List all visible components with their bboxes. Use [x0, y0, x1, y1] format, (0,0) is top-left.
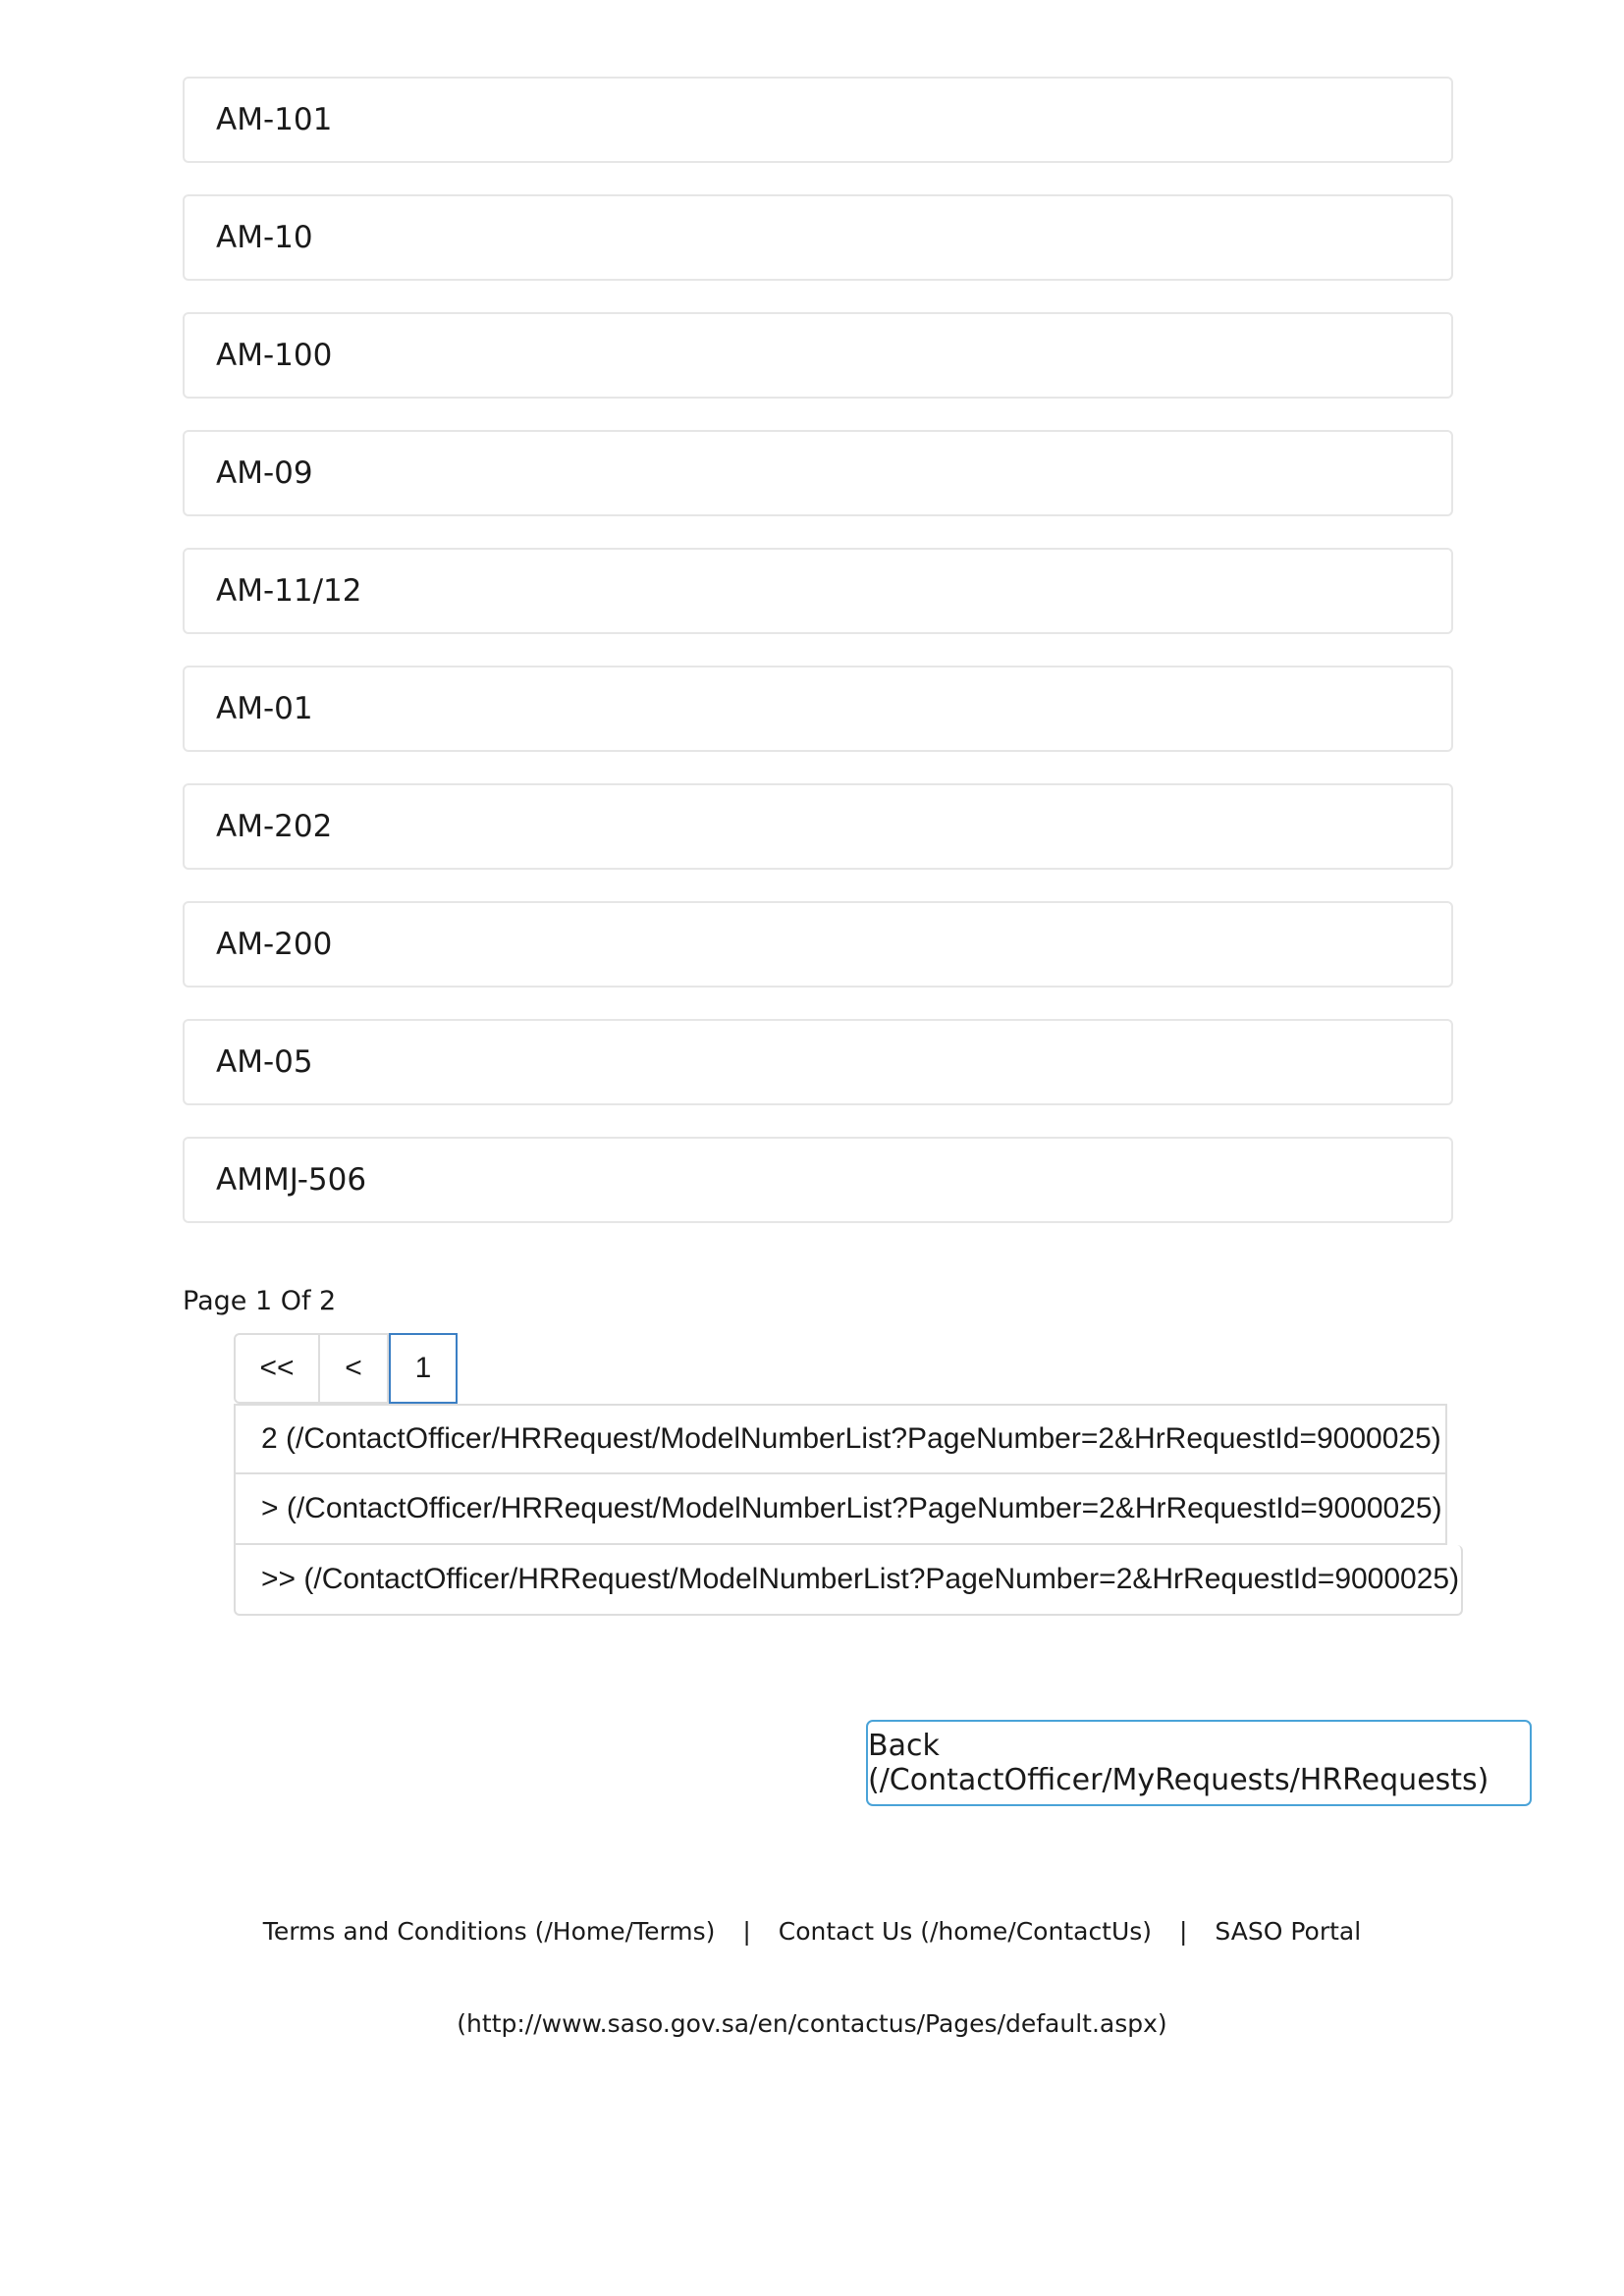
previous-page-button[interactable]: <: [320, 1333, 389, 1404]
model-number: AM-05: [216, 1044, 313, 1080]
model-number: AM-202: [216, 809, 333, 844]
page-info: Page 1 Of 2: [183, 1286, 337, 1316]
model-number: AM-01: [216, 691, 313, 726]
pagination: [234, 1333, 1463, 1616]
model-number: AM-09: [216, 455, 313, 491]
list-item[interactable]: [183, 783, 1453, 870]
list-item[interactable]: [183, 901, 1453, 988]
page-2-link[interactable]: 2 (/ContactOfficer/HRRequest/ModelNumberList?PageNumber=2&HrRequestId=9000025): [234, 1404, 1447, 1474]
footer-separator: |: [1179, 1917, 1188, 1946]
list-item[interactable]: [183, 430, 1453, 516]
model-number: AM-200: [216, 927, 333, 962]
pagination-controls: [234, 1333, 1463, 1404]
footer-links: [0, 1917, 1624, 1946]
model-number: AMMJ-506: [216, 1162, 367, 1198]
saso-portal-url[interactable]: (http://www.saso.gov.sa/en/contactus/Pages/default.aspx): [457, 2009, 1167, 2038]
back-button[interactable]: Back (/ContactOfficer/MyRequests/HRRequests): [866, 1720, 1532, 1806]
first-page-button[interactable]: <<: [234, 1333, 320, 1404]
list-item[interactable]: [183, 194, 1453, 281]
list-item[interactable]: [183, 1019, 1453, 1105]
terms-link[interactable]: Terms and Conditions (/Home/Terms): [262, 1917, 716, 1946]
list-item[interactable]: [183, 312, 1453, 399]
list-item[interactable]: [183, 1137, 1453, 1223]
last-page-link[interactable]: >> (/ContactOfficer/HRRequest/ModelNumberList?PageNumber=2&HrRequestId=9000025): [234, 1545, 1463, 1616]
current-page-button[interactable]: 1: [389, 1333, 458, 1404]
next-page-link[interactable]: > (/ContactOfficer/HRRequest/ModelNumberList?PageNumber=2&HrRequestId=9000025): [234, 1474, 1447, 1545]
contact-link[interactable]: Contact Us (/home/ContactUs): [778, 1917, 1153, 1946]
model-number: AM-100: [216, 338, 333, 373]
list-item[interactable]: [183, 77, 1453, 163]
footer-separator: |: [742, 1917, 751, 1946]
list-item[interactable]: [183, 666, 1453, 752]
list-item[interactable]: [183, 548, 1453, 634]
model-number: AM-101: [216, 102, 333, 137]
saso-portal-link[interactable]: SASO Portal: [1215, 1917, 1362, 1946]
model-number: AM-11/12: [216, 573, 362, 609]
model-number-list: [183, 77, 1453, 1255]
model-number: AM-10: [216, 220, 313, 255]
